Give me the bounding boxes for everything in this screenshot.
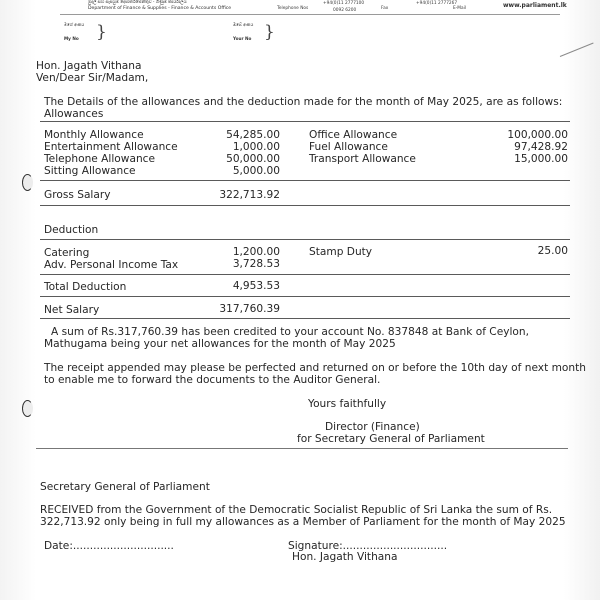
- my-no-sinhala: මගේ අංකය: [64, 22, 85, 27]
- punch-hole-upper: [22, 174, 33, 191]
- rule-net-bottom: [40, 318, 570, 319]
- letterhead-phone2: 0092 6200: [333, 8, 357, 13]
- receipt-text-line-1: RECEIVED from the Government of the Democratic Socialist Republic of Sri Lanka the sum of Rs.: [40, 504, 553, 516]
- letterhead-sinhala-dept: මුදල් සහ සැපයුම් දෙපාර්තමේන්තුව - ගිණුම් කාර්යාලය: [88, 0, 187, 5]
- total-deduction-amount: 4,953.53: [232, 280, 280, 292]
- list-item-amount: 54,285.00: [226, 129, 280, 141]
- letterhead-telephone-label: Telephone Nos: [277, 6, 309, 11]
- list-item-amount: 1,200.00: [232, 246, 280, 258]
- letterhead-email-label: E-Mail: [453, 6, 466, 11]
- list-item-label: Office Allowance: [309, 129, 398, 141]
- list-item-label: Stamp Duty: [309, 246, 373, 258]
- receipt-divider: [36, 448, 568, 449]
- receipt-signer: Hon. Jagath Vithana: [292, 551, 398, 563]
- list-item-label: Fuel Allowance: [309, 141, 388, 153]
- my-no-label: My No: [64, 36, 79, 41]
- credit-line-1: A sum of Rs.317,760.39 has been credited to your account No. 837848 at Bank of Ceylon,: [51, 326, 529, 338]
- rule-gross-top: [40, 180, 570, 181]
- net-salary-amount: 317,760.39: [219, 303, 280, 315]
- page-fold-mark: [560, 43, 594, 57]
- rule-net-top: [40, 296, 570, 297]
- letterhead-website: www.parliament.lk: [503, 2, 567, 9]
- list-item-label: Telephone Allowance: [44, 153, 155, 165]
- rule-allowances-top: [40, 121, 570, 122]
- signatory-for: for Secretary General of Parliament: [297, 433, 485, 445]
- list-item-amount: 1,000.00: [232, 141, 280, 153]
- punch-hole-lower: [22, 400, 33, 417]
- your-no-sinhala: ඔබේ අංකය: [233, 22, 254, 27]
- list-item-label: Entertainment Allowance: [44, 141, 178, 153]
- list-item-amount: 3,728.53: [232, 258, 280, 270]
- signatory-title: Director (Finance): [325, 421, 420, 433]
- deduction-heading: Deduction: [44, 224, 99, 236]
- credit-line-2: Mathugama being your net allowances for the month of May 2025: [44, 338, 396, 350]
- date-field: Date:..............................: [44, 540, 174, 552]
- letterhead-fax-label: Fax: [381, 6, 389, 11]
- list-item-label: Adv. Personal Income Tax: [44, 259, 179, 271]
- list-item-amount: 5,000.00: [232, 165, 280, 177]
- total-deduction-label: Total Deduction: [44, 281, 127, 293]
- list-item-amount: 50,000.00: [226, 153, 280, 165]
- net-salary-label: Net Salary: [44, 304, 100, 316]
- list-item-amount: 15,000.00: [514, 153, 568, 165]
- rule-gross-bottom: [40, 205, 570, 206]
- gross-salary-label: Gross Salary: [44, 189, 111, 201]
- receipt-addressee: Secretary General of Parliament: [40, 481, 210, 493]
- letterhead-fax: +94(0)11 2777267: [416, 1, 458, 6]
- receipt-text-line-2: 322,713.92 only being in full my allowances as a Member of Parliament for the month of May 2025: [40, 516, 566, 528]
- list-item-label: Monthly Allowance: [44, 129, 144, 141]
- letterhead-dept: Department of Finance & Supplies - Finance & Accounts Office: [88, 6, 232, 11]
- letterhead-phone1: +94(0)11 2777100: [323, 1, 365, 6]
- letterhead-divider: [60, 14, 560, 15]
- gross-salary-amount: 322,713.92: [219, 189, 280, 201]
- my-no-brace: }: [96, 22, 107, 42]
- list-item-label: Transport Allowance: [309, 153, 416, 165]
- list-item-amount: 100,000.00: [507, 129, 568, 141]
- receipt-instruction-line-1: The receipt appended may please be perfected and returned on or before the 10th day of next month: [44, 362, 586, 374]
- addressee-name: Hon. Jagath Vithana: [36, 60, 142, 72]
- your-no-label: Your No: [233, 36, 252, 41]
- yours-faithfully: Yours faithfully: [308, 398, 387, 410]
- list-item-label: Catering: [44, 247, 90, 259]
- receipt-instruction-line-2: to enable me to forward the documents to the Auditor General.: [44, 374, 381, 386]
- your-no-brace: }: [264, 22, 275, 42]
- rule-total-deduction-top: [40, 274, 570, 275]
- signature-field: Signature:...............................: [288, 540, 448, 552]
- list-item-amount: 25.00: [537, 245, 568, 257]
- intro-text: The Details of the allowances and the deduction made for the month of May 2025, are as follows:: [44, 96, 563, 108]
- allowances-heading: Allowances: [44, 108, 104, 120]
- list-item-label: Sitting Allowance: [44, 165, 136, 177]
- list-item-amount: 97,428.92: [514, 141, 568, 153]
- greeting: Ven/Dear Sir/Madam,: [36, 72, 149, 84]
- rule-deduction-top: [40, 239, 570, 240]
